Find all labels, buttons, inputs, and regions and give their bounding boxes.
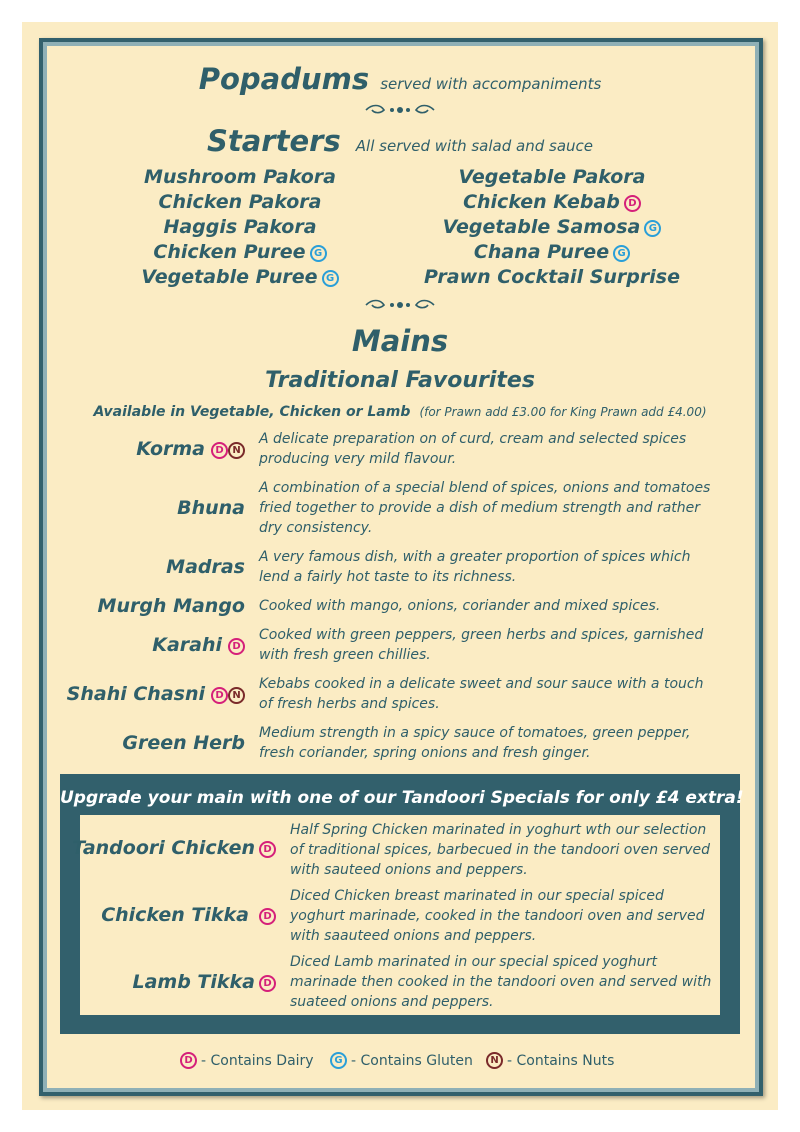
- tandoori-item-name: Tandoori Chicken D: [72, 837, 276, 859]
- tandoori-item-description: Diced Chicken breast marinated in our special spiced yoghurt marinade, cooked in the tandoori oven and served with saauteed onions and peppers.: [290, 888, 705, 944]
- dairy-icon: D: [259, 841, 276, 858]
- legend-gluten: G - Contains Gluten: [330, 1052, 473, 1069]
- starter-item: Vegetable Pakora: [458, 166, 646, 188]
- main-item-description: Kebabs cooked in a delicate sweet and sour sauce with a touch of fresh herbs and spices.: [259, 676, 704, 712]
- dairy-icon: D: [211, 687, 228, 704]
- gluten-icon: G: [644, 220, 661, 237]
- dairy-icon: D: [259, 908, 276, 925]
- main-item-name: Green Herb: [122, 732, 245, 754]
- ornament-divider: [362, 298, 438, 312]
- gluten-icon: G: [310, 245, 327, 262]
- nuts-icon: N: [486, 1052, 503, 1069]
- dairy-icon: D: [259, 975, 276, 992]
- starter-item: Chicken Pakora: [158, 191, 322, 213]
- gluten-icon: G: [330, 1052, 347, 1069]
- main-item-description: Medium strength in a spicy sauce of tomatoes, green pepper, fresh coriander, spring onions and fresh ginger.: [259, 725, 691, 761]
- main-item-name: Karahi D: [152, 634, 245, 656]
- main-item-description: A very famous dish, with a greater proportion of spices which lend a fairly hot taste to its richness.: [259, 549, 691, 585]
- nuts-icon: N: [228, 442, 245, 459]
- tandoori-item-name: Chicken Tikka D: [101, 904, 276, 926]
- main-item-name: Bhuna: [177, 497, 245, 519]
- tandoori-item-description: Half Spring Chicken marinated in yoghurt wth our selection of traditional spices, barbecued in the tandoori oven served with sauteed onions and peppers.: [290, 822, 711, 878]
- gluten-icon: G: [613, 245, 630, 262]
- mains-subtitle: Traditional Favourites: [265, 368, 535, 393]
- mains-availability-line: [0, 401, 800, 420]
- main-item-description: A delicate preparation on of curd, cream and selected spices producing very mild flavour.: [259, 431, 687, 467]
- ornament-divider: [362, 103, 438, 117]
- starter-item: Vegetable Puree G: [110, 266, 370, 291]
- mains-title: Mains: [351, 324, 449, 358]
- starters-left-column: [110, 166, 370, 291]
- popadums-title: Popadums: [198, 62, 370, 96]
- popadums-heading: [0, 62, 800, 96]
- tandoori-specials-panel: [60, 774, 744, 1034]
- starters-subtitle: All served with salad and sauce: [355, 137, 593, 155]
- gluten-icon: G: [322, 270, 339, 287]
- dairy-icon: D: [211, 442, 228, 459]
- legend-dairy: D - Contains Dairy: [180, 1052, 314, 1069]
- starter-item: Haggis Pakora: [163, 216, 317, 238]
- starters-heading: [0, 124, 800, 158]
- starter-item: Chicken Kebab D: [420, 191, 684, 216]
- starter-item: Prawn Cocktail Surprise: [424, 266, 680, 288]
- mains-availability: Available in Vegetable, Chicken or Lamb: [93, 404, 411, 420]
- starters-right-column: [420, 166, 684, 291]
- dairy-icon: D: [624, 195, 641, 212]
- popadums-subtitle: served with accompaniments: [380, 75, 602, 93]
- legend-nuts: N - Contains Nuts: [486, 1052, 614, 1069]
- main-item-description: A combination of a special blend of spices, onions and tomatoes fried together to provide a dish of medium strength and rather dry consistency.: [259, 480, 711, 536]
- main-item-name: Shahi Chasni D N: [67, 683, 245, 705]
- main-item-description: Cooked with green peppers, green herbs and spices, garnished with fresh green chillies.: [259, 627, 704, 663]
- tandoori-item-description: Diced Lamb marinated in our special spiced yoghurt marinade then cooked in the tandoori oven and served with suateed onions and peppers.: [290, 954, 712, 1010]
- main-item-description: Cooked with mango, onions, coriander and mixed spices.: [259, 598, 661, 614]
- starters-title: Starters: [206, 124, 341, 158]
- main-item-name: Madras: [166, 556, 245, 578]
- dairy-icon: D: [180, 1052, 197, 1069]
- prawn-note: (for Prawn add £3.00 for King Prawn add £4.00): [419, 405, 707, 419]
- tandoori-specials-list: [72, 815, 720, 1015]
- starter-item: Vegetable Samosa G: [420, 216, 684, 241]
- nuts-icon: N: [228, 687, 245, 704]
- starter-item: Mushroom Pakora: [144, 166, 336, 188]
- dairy-icon: D: [228, 638, 245, 655]
- main-item-name: Korma D N: [136, 438, 245, 460]
- tandoori-banner: Upgrade your main with one of our Tandoori Specials for only £4 extra!: [60, 788, 744, 808]
- starter-item: Chicken Puree G: [110, 241, 370, 266]
- main-item-name: Murgh Mango: [97, 595, 245, 617]
- starter-item: Chana Puree G: [420, 241, 684, 266]
- tandoori-item-name: Lamb Tikka D: [132, 971, 276, 993]
